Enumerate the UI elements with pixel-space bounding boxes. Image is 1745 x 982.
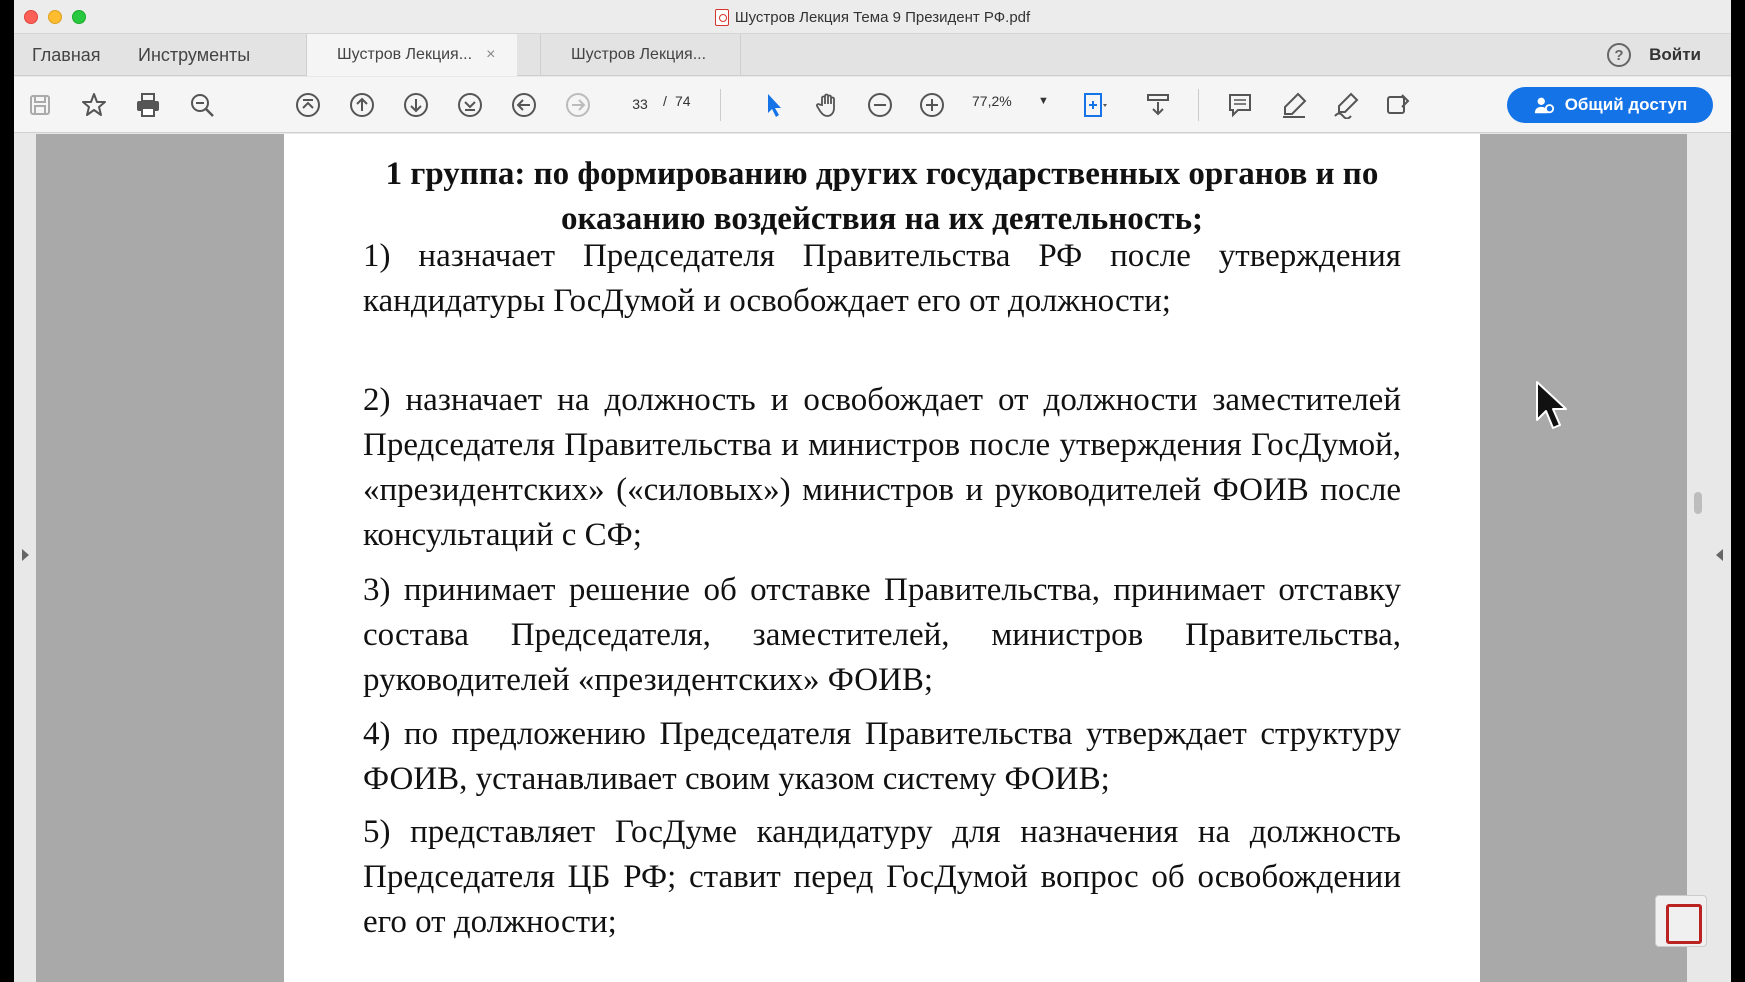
pdf-page [284, 134, 1480, 982]
mouse-pointer-icon [1533, 380, 1573, 440]
zoom-dropdown-icon[interactable]: ▼ [1038, 95, 1049, 107]
help-icon[interactable]: ? [1607, 43, 1631, 67]
zoom-level[interactable]: 77,2% [972, 93, 1012, 109]
right-panel-toggle[interactable] [1709, 134, 1731, 982]
list-item: 2) назначает на должность и освобождает от должности заместителей Председателя Правительства и министров после утверждения ГосДумой, «президентских» («силовых») министров и руководителей ФОИВ после консультаций с СФ; [363, 382, 1401, 553]
document-tab-label: Шустров Лекция... [337, 46, 473, 63]
comment-icon[interactable] [1226, 91, 1254, 119]
document-tab-active[interactable] [306, 34, 517, 76]
bookmark-star-icon[interactable] [80, 91, 108, 119]
page-heading: 1 группа: по формированию других государственных органов и по оказанию воздействия на их деятельность; [385, 156, 1379, 237]
scroll-mode-icon[interactable] [1144, 91, 1172, 119]
hand-tool-icon[interactable] [814, 91, 842, 119]
print-icon[interactable] [134, 91, 162, 119]
list-item: 1) назначает Председателя Правительства РФ после утверждения кандидатуры ГосДумой и освобождает его от должности; [363, 238, 1401, 319]
share-button[interactable] [1507, 87, 1713, 123]
forward-icon[interactable] [564, 91, 592, 119]
toolbar-divider [720, 89, 721, 121]
page-number-input[interactable] [618, 89, 662, 119]
save-icon[interactable] [26, 91, 54, 119]
page-separator: / [663, 93, 667, 109]
channel-logo-icon [1655, 895, 1707, 947]
first-page-icon[interactable] [294, 91, 322, 119]
zoom-in-icon[interactable] [918, 91, 946, 119]
find-zoom-icon[interactable] [188, 91, 216, 119]
more-tools-icon[interactable] [1384, 91, 1412, 119]
nav-tools[interactable]: Инструменты [138, 44, 251, 65]
document-viewport[interactable] [14, 134, 1731, 982]
next-page-icon[interactable] [402, 91, 430, 119]
scroll-thumb[interactable] [1694, 492, 1702, 514]
share-button-label: Общий доступ [1564, 95, 1688, 114]
user-add-icon [1533, 94, 1555, 116]
expand-right-icon[interactable] [1716, 549, 1723, 561]
nav-home[interactable]: Главная [32, 44, 101, 65]
app-window [14, 0, 1731, 982]
pdf-file-icon [715, 9, 729, 26]
previous-page-icon[interactable] [348, 91, 376, 119]
login-button[interactable]: Войти [1649, 45, 1701, 64]
left-panel-toggle[interactable] [14, 134, 36, 982]
page-fit-icon[interactable] [1080, 91, 1108, 119]
select-cursor-icon[interactable] [760, 91, 788, 119]
vertical-scrollbar[interactable] [1687, 134, 1709, 982]
expand-left-icon[interactable] [22, 549, 29, 561]
document-tab-label: Шустров Лекция... [571, 46, 707, 63]
back-icon[interactable] [510, 91, 538, 119]
tab-bar [14, 34, 1731, 76]
document-tab[interactable] [540, 34, 741, 76]
window-title-text: Шустров Лекция Тема 9 Президент РФ.pdf [734, 8, 1031, 26]
window-title [14, 0, 1731, 34]
toolbar-divider [1198, 89, 1199, 121]
sign-icon[interactable] [1332, 91, 1360, 119]
close-tab-icon[interactable]: × [486, 46, 496, 63]
list-item: 3) принимает решение об отставке Правительства, принимает отставку состава Председателя, заместителей, министров Правительства, руководителей «президентских» ФОИВ; [363, 572, 1401, 698]
highlight-pen-icon[interactable] [1280, 91, 1308, 119]
last-page-icon[interactable] [456, 91, 484, 119]
page-background [36, 134, 1709, 982]
list-item: 4) по предложению Председателя Правительства утверждает структуру ФОИВ, устанавливает своим указом систему ФОИВ; [363, 716, 1401, 797]
title-bar [14, 0, 1731, 34]
toolbar [14, 77, 1731, 133]
list-item: 5) представляет ГосДуме кандидатуру для назначения на должность Председателя ЦБ РФ; ставит перед ГосДумой вопрос об освобождении его от должности; [363, 814, 1401, 940]
total-pages: 74 [675, 93, 691, 109]
zoom-out-icon[interactable] [866, 91, 894, 119]
